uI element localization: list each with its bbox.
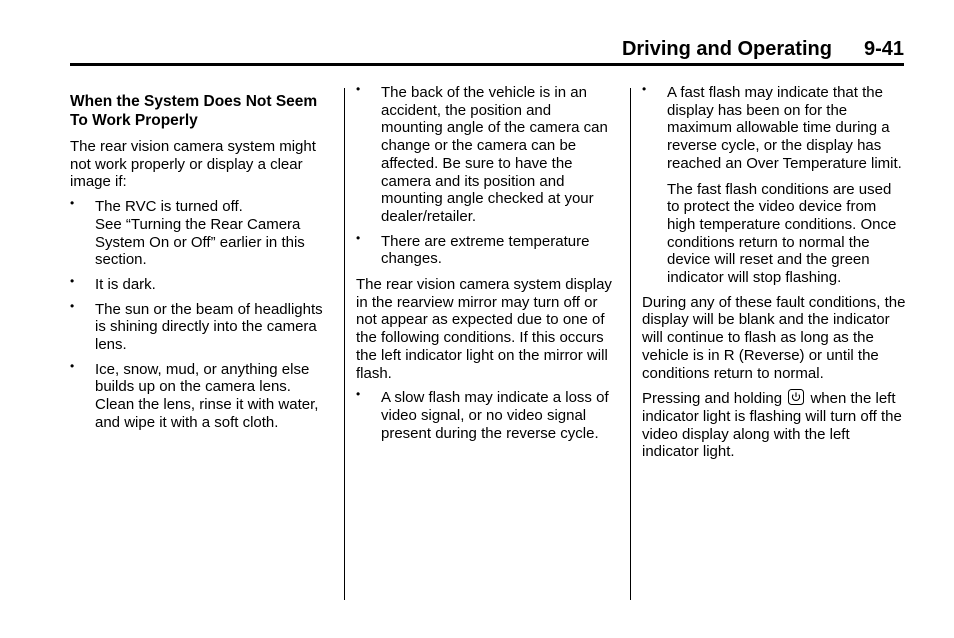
fast-flash-paragraph: The fast flash conditions are used to protect the video device from high temperature conditions. Once conditions return to normal the device will reset and the green indicator will stop flashing. [667,180,897,287]
header-text [622,38,904,61]
flash-list [356,389,616,442]
press-and-hold-paragraph [642,389,906,461]
section-title: Driving and Operating [621,38,832,60]
bullet-icon: • [356,82,361,96]
page-header [70,36,904,66]
list-item-text: A slow flash may indicate a loss of video signal, or no video signal present during the reverse cycle. [381,389,609,442]
list-item-text: The RVC is turned off. [95,198,243,216]
list-item [70,198,332,269]
list-item [356,84,616,226]
press-text-before: Pressing and holding [642,390,783,408]
flash-list-continued [642,84,906,173]
column-divider-1 [344,88,345,600]
conditions-list-continued [356,84,616,268]
bullet-icon: • [356,230,361,245]
conditions-list [70,198,332,431]
list-item [356,230,616,268]
list-item [356,389,616,442]
intro-paragraph: The rear vision camera system might not work properly or display a clear image if: [70,138,316,191]
bullet-icon: • [70,273,75,288]
column-1 [70,92,332,440]
header-rule [70,63,904,66]
list-item-text: The back of the vehicle is in an accident, the position and mounting angle of the camera can change or the camera can be affected. Be sure to have the camera and its position and mounting angle checked at your dealer/retailer. [381,84,608,225]
list-item [70,273,332,294]
column-3 [642,84,906,468]
bullet-icon: • [356,387,361,402]
list-item-text: There are extreme temperature changes. [381,232,590,268]
bullet-icon: • [70,358,75,373]
bullet-icon: • [70,298,75,313]
section-heading: When the System Does Not Seem To Work Properly [70,93,318,129]
column-divider-2 [630,88,631,600]
list-item-text: Ice, snow, mud, or anything else builds up on the camera lens. Clean the lens, rinse it with water, and wipe it with a soft cloth. [95,360,319,431]
press-text-after: when the left indicator light is flashing will turn off the video display along with the left indicator light. [642,390,902,461]
list-item-subtext: See “Turning the Rear Camera System On or Off” earlier in this section. [95,215,305,269]
fault-conditions-paragraph: During any of these fault conditions, the display will be blank and the indicator will continue to flash as long as the vehicle is in R (Reverse) or until the conditions return to normal. [642,293,906,382]
list-item-text: A fast flash may indicate that the display has been on for the maximum allowable time during a reverse cycle, or the display has reached an Over Temperature limit. [667,84,902,172]
mirror-display-paragraph: The rear vision camera system display in the rearview mirror may turn off or not appear as expected due to one of the following conditions. If this occurs the left indicator light on the mirror will flash. [356,276,612,382]
list-item-text: The sun or the beam of headlights is shining directly into the camera lens. [95,300,323,354]
column-2 [356,84,616,450]
list-item-text: It is dark. [95,275,156,293]
bullet-icon: • [642,82,647,96]
list-item [70,358,332,432]
page-number: 9-41 [863,38,904,60]
list-item [70,298,332,354]
list-item [642,84,906,173]
power-button-icon [788,389,804,405]
bullet-icon: • [70,196,75,211]
